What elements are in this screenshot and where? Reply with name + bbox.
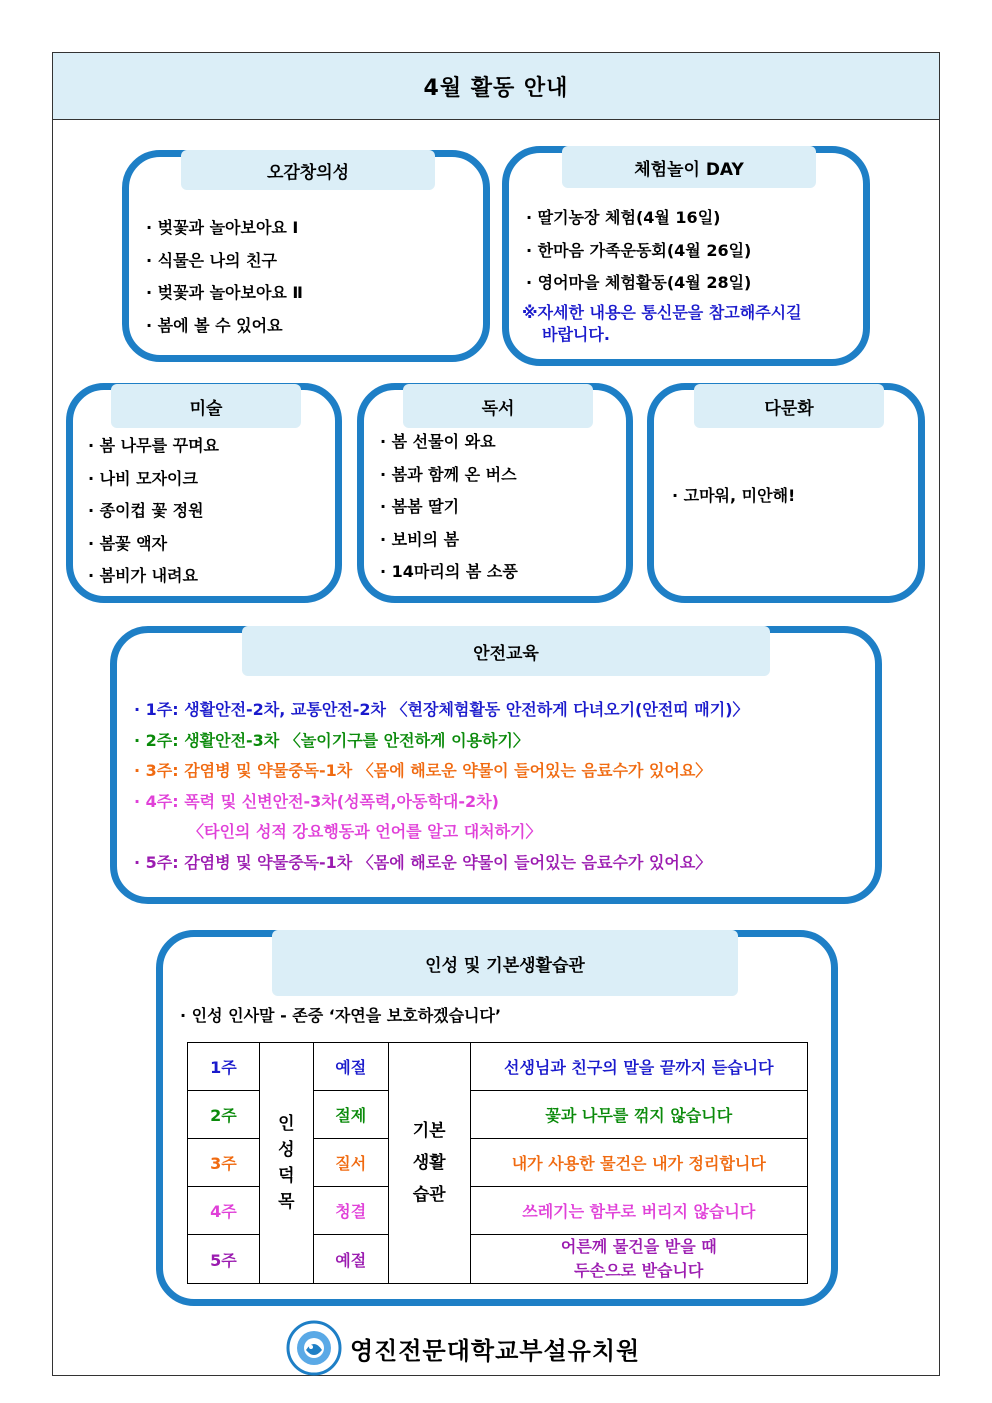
list-item: · 영어마을 체험활동(4월 28일)	[526, 273, 752, 292]
experience-note	[522, 302, 802, 346]
page-title: 4월 활동 안내	[53, 53, 939, 120]
safety-line-week1: · 1주: 생활안전-2차, 교통안전-2차 〈현장체험활동 안전하게 다녀오기(안전띠 매기)〉	[134, 700, 749, 719]
safety-line-week4: · 4주: 폭력 및 신변안전-3차(성폭력,아동학대-2차)	[134, 791, 499, 811]
habits-table	[187, 1042, 808, 1284]
character-greeting: · 인성 인사말 - 존중 ‘자연을 보호하겠습니다’	[180, 1006, 502, 1025]
list-item: · 벚꽃과 놀아보아요 Ⅰ	[146, 218, 299, 237]
list-item: · 봄과 함께 온 버스	[380, 464, 517, 484]
week-cell: 5주	[188, 1235, 260, 1284]
university-logo-icon	[286, 1320, 342, 1376]
safety-line-week4-detail: 〈타인의 성적 강요행동과 언어를 알고 대처하기〉	[188, 822, 542, 841]
week-cell: 1주	[188, 1043, 260, 1091]
reading-list	[380, 426, 518, 589]
list-item: · 고마워, 미안해!	[672, 486, 796, 505]
habit-line: 어른께 물건을 받을 때	[560, 1237, 717, 1256]
virtue-label	[259, 1043, 313, 1284]
character-heading: 인성 및 기본생활습관	[272, 930, 738, 996]
list-item: · 벚꽃과 놀아보아요 Ⅱ	[146, 283, 303, 302]
virtue-cell: 예절	[313, 1235, 388, 1284]
virtue-cell: 질서	[313, 1139, 388, 1187]
safety-heading: 안전교육	[242, 626, 770, 676]
habit-cell	[470, 1235, 807, 1284]
virtue-cell: 절제	[313, 1091, 388, 1139]
week-cell: 4주	[188, 1187, 260, 1235]
list-item: · 식물은 나의 친구	[146, 250, 277, 270]
week-cell: 3주	[188, 1139, 260, 1187]
list-item: · 나비 모자이크	[88, 468, 198, 488]
list-item: · 딸기농장 체험(4월 16일)	[526, 208, 721, 227]
institution-name: 영진전문대학교부설유치원	[350, 1336, 641, 1365]
habit-cell: 꽃과 나무를 꺾지 않습니다	[470, 1091, 807, 1139]
safety-line-week3: · 3주: 감염병 및 약물중독-1차 〈몸에 해로운 약물이 들어있는 음료수가 있어요〉	[134, 761, 712, 780]
week-cell: 2주	[188, 1091, 260, 1139]
habit-label	[388, 1043, 470, 1284]
virtue-label-text: 인 성 덕 목	[278, 1114, 295, 1212]
habit-cell: 선생님과 친구의 말을 끝까지 듣습니다	[470, 1043, 807, 1091]
experience-list	[526, 202, 751, 300]
footer	[286, 1320, 640, 1376]
virtue-cell: 청결	[313, 1187, 388, 1235]
sense-list	[146, 212, 303, 342]
note-line: 바랍니다.	[542, 325, 610, 344]
virtue-cell: 예절	[313, 1043, 388, 1091]
safety-list	[134, 695, 749, 878]
habit-label-text: 기본 생활 습관	[412, 1121, 446, 1205]
list-item: · 봄비가 내려요	[88, 566, 198, 585]
habit-line: 두손으로 받습니다	[574, 1261, 704, 1280]
list-item: · 보비의 봄	[380, 529, 460, 549]
multicultural-list	[672, 480, 795, 512]
habit-cell: 내가 사용한 물건은 내가 정리합니다	[470, 1139, 807, 1187]
list-item: · 14마리의 봄 소풍	[380, 562, 518, 581]
safety-line-week5: · 5주: 감염병 및 약물중독-1차 〈몸에 해로운 약물이 들어있는 음료수가 있어요〉	[134, 852, 712, 872]
art-list	[88, 430, 219, 593]
experience-heading: 체험놀이 DAY	[562, 146, 816, 188]
list-item: · 봄꽃 액자	[88, 533, 168, 553]
sense-heading: 오감창의성	[181, 150, 435, 190]
list-item: · 봄 선물이 와요	[380, 432, 496, 451]
reading-heading: 독서	[403, 384, 593, 428]
list-item: · 한마음 가족운동회(4월 26일)	[526, 240, 752, 260]
list-item: · 종이컵 꽃 정원	[88, 501, 204, 520]
multicultural-heading: 다문화	[694, 384, 884, 428]
note-line: ※자세한 내용은 통신문을 참고해주시길	[522, 303, 802, 322]
list-item: · 봄봄 딸기	[380, 497, 460, 516]
list-item: · 봄에 볼 수 있어요	[146, 315, 283, 335]
habit-cell: 쓰레기는 함부로 버리지 않습니다	[470, 1187, 807, 1235]
safety-line-week2: · 2주: 생활안전-3차 〈놀이기구를 안전하게 이용하기〉	[134, 730, 529, 750]
list-item: · 봄 나무를 꾸며요	[88, 436, 219, 455]
table-row	[188, 1043, 808, 1091]
art-heading: 미술	[111, 384, 301, 428]
